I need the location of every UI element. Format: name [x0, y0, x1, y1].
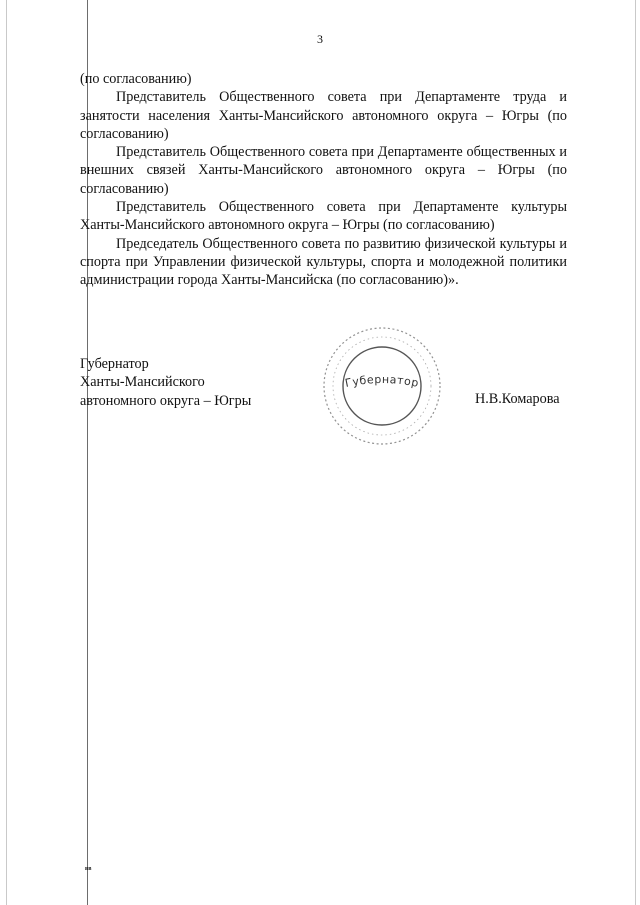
stamp-text: Губернатор: [343, 372, 421, 390]
scan-edge-line: [635, 0, 636, 905]
paragraph: Председатель Общественного совета по развитию физической культуры и спорта при Управлении физической культуры, спорта и молодежной политики администрации города Ханты-Мансийска (по согласованию)».: [80, 235, 567, 289]
paragraph: (по согласованию): [80, 71, 192, 87]
signatory-name: Н.В.Комарова: [475, 391, 560, 407]
document-body: [80, 70, 567, 290]
official-stamp: [312, 316, 452, 456]
paragraph: Представитель Общественного совета при Департаменте культуры Ханты-Мансийского автономного округа – Югры (по согласованию): [80, 199, 567, 234]
footer-mark: вв: [85, 866, 92, 872]
paragraph: Представитель Общественного совета при Департаменте труда и занятости населения Ханты-Мансийского автономного округа – Югры (по согласованию): [80, 89, 567, 142]
signatory-title-line: Ханты-Мансийского: [80, 374, 205, 391]
paragraph: Представитель Общественного совета при Департаменте общественных и внешних связей Ханты-Мансийского автономного округа – Югры (по согласованию): [80, 144, 567, 197]
signatory-title: [80, 355, 251, 410]
page-number: 3: [317, 32, 323, 46]
signatory-title-line: Губернатор: [80, 356, 149, 372]
scan-edge-line: [6, 0, 7, 905]
signatory-title-line: автономного округа – Югры: [80, 392, 252, 409]
